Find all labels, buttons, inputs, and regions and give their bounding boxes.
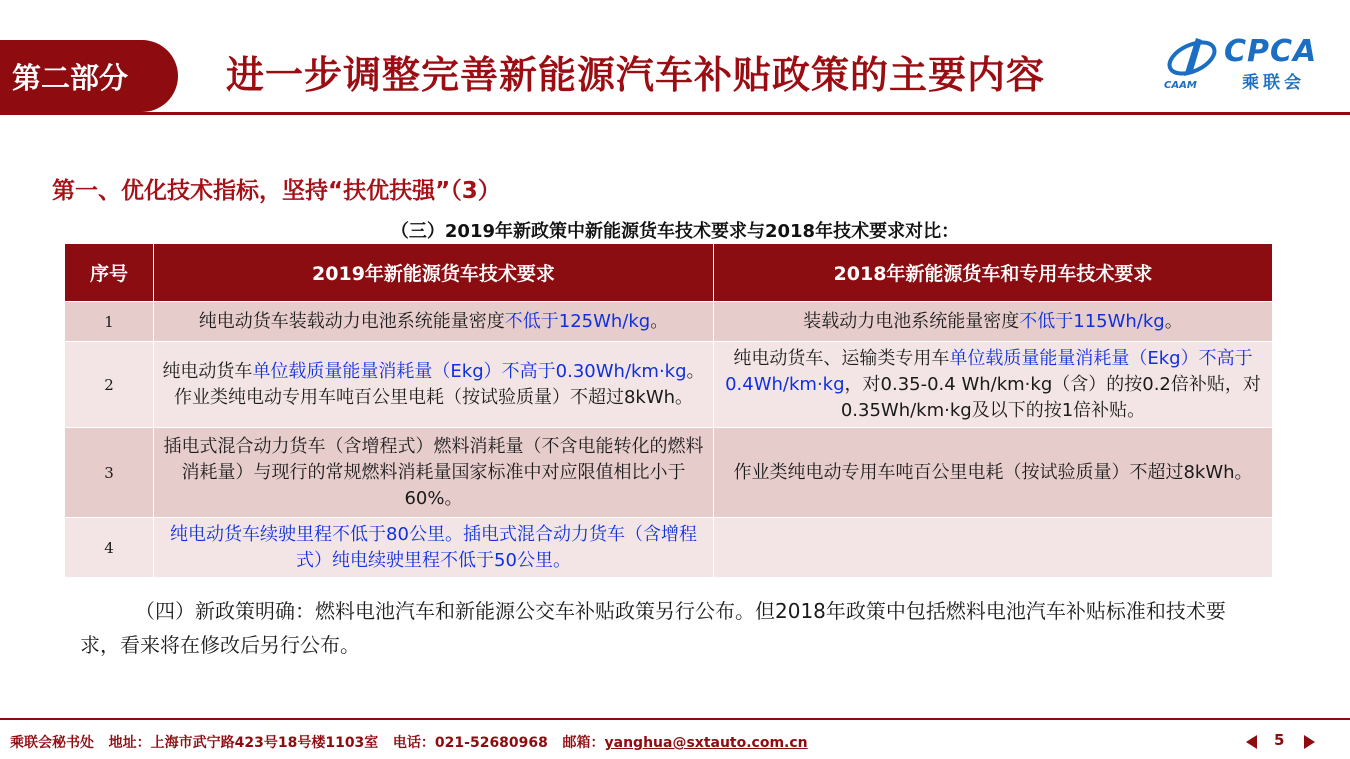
logo-text: CPCA (1224, 34, 1318, 69)
cell-text: 纯电动货车 (162, 360, 253, 382)
row-number: 3 (65, 428, 154, 518)
section-tab-label: 第二部分 (12, 60, 129, 95)
header-2018: 2018年新能源货车和专用车技术要求 (714, 244, 1273, 302)
row-number: 2 (65, 342, 154, 428)
table-caption: （三）2019年新政策中新能源货车技术要求与2018年技术要求对比： (390, 221, 960, 242)
row-number: 1 (65, 302, 154, 342)
footer-address: 地址：上海市武宁路423号18号楼1103室 (108, 735, 379, 751)
cell-text: 纯电动货车、运输类专用车 (733, 347, 950, 369)
table-row (65, 518, 1273, 578)
footer-email-link[interactable]: yanghua@sxtauto.com.cn (604, 735, 808, 751)
cell-2018 (714, 518, 1273, 578)
cell-highlight: 单位载质量能量消耗量（Ekg）不高于0.4Wh/km·kg (725, 347, 1253, 395)
table-row (65, 342, 1273, 428)
header-divider (0, 112, 1350, 115)
header-2019: 2019年新能源货车技术要求 (154, 244, 714, 302)
comparison-table (64, 243, 1273, 578)
cell-text: 装载动力电池系统能量密度 (803, 310, 1020, 332)
policy-note: （四）新政策明确：燃料电池汽车和新能源公交车补贴政策另行公布。但2018年政策中包括燃料电池汽车补贴标准和技术要求，看来将在修改后另行公布。 (80, 599, 1226, 657)
cell-text: 。 (650, 310, 669, 332)
table-row (65, 428, 1273, 518)
table-header-row (65, 244, 1273, 302)
cell-text: 。 (1164, 310, 1183, 332)
row-number: 4 (65, 518, 154, 578)
cell-2019 (154, 302, 714, 342)
prev-page-icon[interactable] (1246, 735, 1257, 749)
cell-highlight: 单位载质量能量消耗量（Ekg）不高于0.30Wh/km·kg (252, 360, 687, 382)
footer-phone: 电话：021-52680968 (392, 735, 548, 751)
footer (10, 732, 808, 752)
footer-divider (0, 718, 1350, 720)
header-no: 序号 (65, 244, 154, 302)
next-page-icon[interactable] (1304, 735, 1315, 749)
cell-text: 纯电动货车装载动力电池系统能量密度 (198, 310, 505, 332)
page-number: 5 (1274, 731, 1285, 749)
table-row (65, 302, 1273, 342)
cell-2018 (714, 342, 1273, 428)
cell-2018 (714, 302, 1273, 342)
cell-2019 (154, 342, 714, 428)
cell-text: ，对0.35-0.4 Wh/km·kg（含）的按0.2倍补贴，对0.35Wh/km·kg及以下的按1倍补贴。 (840, 373, 1261, 421)
cell-2019: 纯电动货车续驶里程不低于80公里。插电式混合动力货车（含增程式）纯电续驶里程不低于50公里。 (154, 518, 714, 578)
cell-2019: 插电式混合动力货车（含增程式）燃料消耗量（不含电能转化的燃料消耗量）与现行的常规燃料消耗量国家标准中对应限值相比小于60%。 (154, 428, 714, 518)
section-tab (0, 40, 178, 112)
pager (1246, 730, 1316, 752)
cell-highlight: 不低于115Wh/kg (1019, 310, 1165, 332)
logo-cn-text: 乘联会 (1242, 73, 1305, 93)
cpca-logo (1162, 30, 1342, 92)
cell-highlight: 不低于125Wh/kg (504, 310, 651, 332)
footer-email-label: 邮箱： (562, 735, 605, 751)
page-title: 进一步调整完善新能源汽车补贴政策的主要内容 (226, 53, 1046, 97)
cell-2018: 作业类纯电动专用车吨百公里电耗（按试验质量）不超过8kWh。 (714, 428, 1273, 518)
section-heading: 第一、优化技术指标，坚持“扶优扶强”（3） (52, 178, 501, 204)
caam-text: CAAM (1164, 80, 1197, 91)
caam-emblem-icon (1162, 30, 1224, 92)
footer-org: 乘联会秘书处 (10, 735, 94, 751)
cell-text: 。作业类纯电动专用车吨百公里电耗（按试验质量）不超过8kWh。 (173, 360, 705, 408)
